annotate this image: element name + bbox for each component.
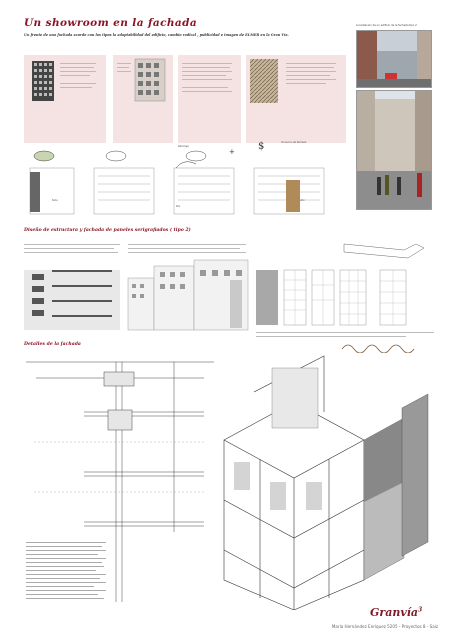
handwritten-squiggle (340, 338, 420, 352)
facade-evolution-sketches (24, 148, 350, 216)
section-detail-title: Detalles de la fachada (24, 342, 81, 347)
logo-superscript: 3 (418, 606, 423, 614)
text-block-icon (178, 55, 241, 143)
concept-panel-1 (24, 55, 106, 143)
concept-panel-2 (113, 55, 173, 143)
structure-elevation-diagrams (24, 240, 434, 340)
sketch-row (24, 148, 350, 216)
sketch-label-plus: + (229, 148, 235, 156)
pattern-swatch-icon (246, 55, 346, 143)
sketch-label-dollar: $ (258, 141, 265, 152)
handwritten-note-mid: Sta. (176, 205, 181, 208)
handwritten-note-right: Año (300, 199, 305, 202)
building-facade-icon (113, 55, 173, 143)
street-photo-top (356, 30, 432, 88)
page-subtitle: Un frente de una fachada acorde con los tipos la adaptabilidad del edificio, cambio radical , publicidad e imagen de ELMER en la Gran Vía. (24, 33, 289, 37)
facade-tile-pattern-icon (24, 55, 106, 143)
facade-detail-drawings (24, 352, 434, 610)
concept-panel-3 (178, 55, 241, 143)
author-credit: María Hernández Enríquez 5205 - Proyectos 8 - Saiz (331, 624, 438, 629)
squiggle-icon (340, 339, 420, 353)
sketch-label-consumo: Consumo de fachada (281, 141, 307, 144)
street-view-image (357, 31, 432, 88)
page-title: Un showroom en la fachada (24, 17, 198, 29)
street-photo-bottom (356, 90, 432, 210)
section-structure-title: Diseño de estructura y fachada de paneles serigrafiados ( tipo 2) (24, 228, 191, 233)
sketch-label-reciclaje: Reciclaje (178, 145, 189, 148)
construction-detail-drawings (24, 352, 434, 610)
logo-text: Granvía (370, 606, 419, 619)
structure-drawings (24, 240, 434, 340)
plaza-people-image (357, 91, 432, 210)
granvia-logo (370, 606, 422, 619)
concept-panel-4 (246, 55, 346, 143)
photo-caption: Localización de un edificio de la fachada tipo 2 (356, 24, 417, 27)
handwritten-note-left: Nota (52, 199, 58, 202)
